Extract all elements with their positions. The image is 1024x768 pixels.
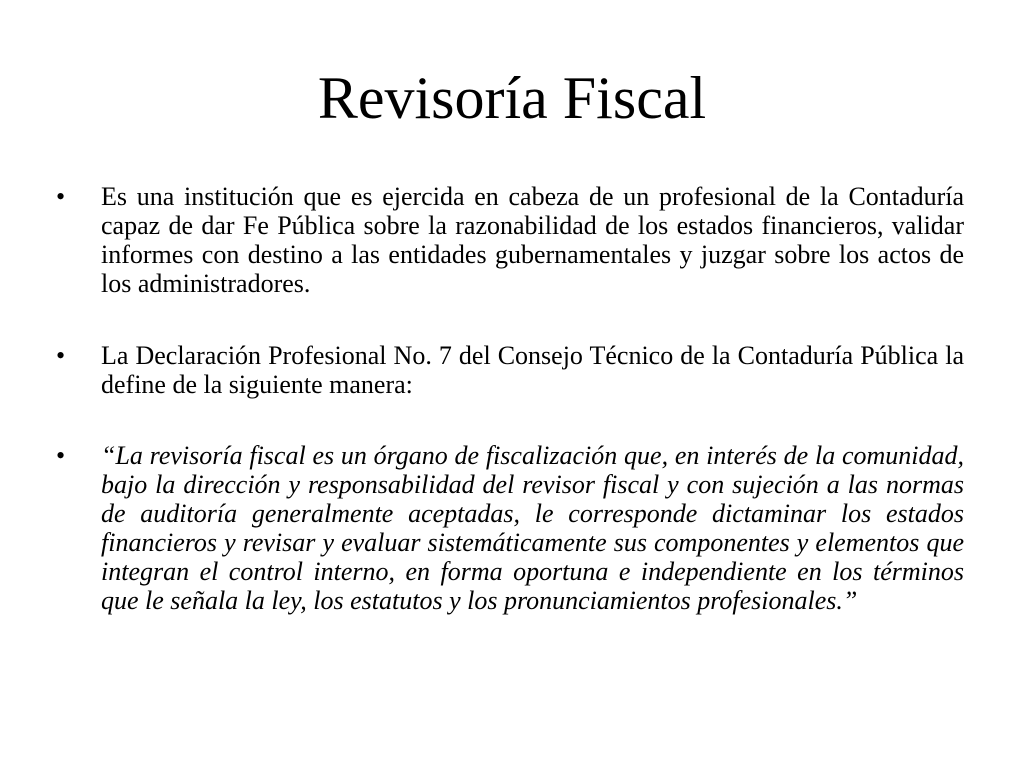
bullet-item: [56, 441, 964, 615]
bullet-text: Es una institución que es ejercida en cabeza de un profesional de la Contaduría capaz de dar Fe Pública sobre la razonabilidad de los estados financieros, validar informes con destino a las entidades gubernamentales y juzgar sobre los actos de los administradores.: [101, 182, 964, 298]
bullet-marker: •: [56, 441, 66, 470]
bullet-text: La Declaración Profesional No. 7 del Consejo Técnico de la Contaduría Pública la define de la siguiente manera:: [101, 341, 964, 399]
bullet-marker: •: [56, 341, 66, 370]
bullet-item: [56, 182, 964, 298]
slide-title: Revisoría Fiscal: [317, 65, 707, 131]
bullet-marker: •: [56, 182, 66, 211]
bullet-item: [56, 341, 964, 399]
quote-text: “La revisoría fiscal es un órgano de fiscalización que, en interés de la comunidad, bajo la dirección y responsabilidad del revisor fiscal y con sujeción a las normas de auditoría generalmente aceptadas, le corresponde dictaminar los estados financieros y revisar y evaluar sistemáticamente sus componentes y elementos que integran el control interno, en forma oportuna e independiente en los términos que le señala la ley, los estatutos y los pronunciamientos profesionales.”: [101, 441, 964, 615]
